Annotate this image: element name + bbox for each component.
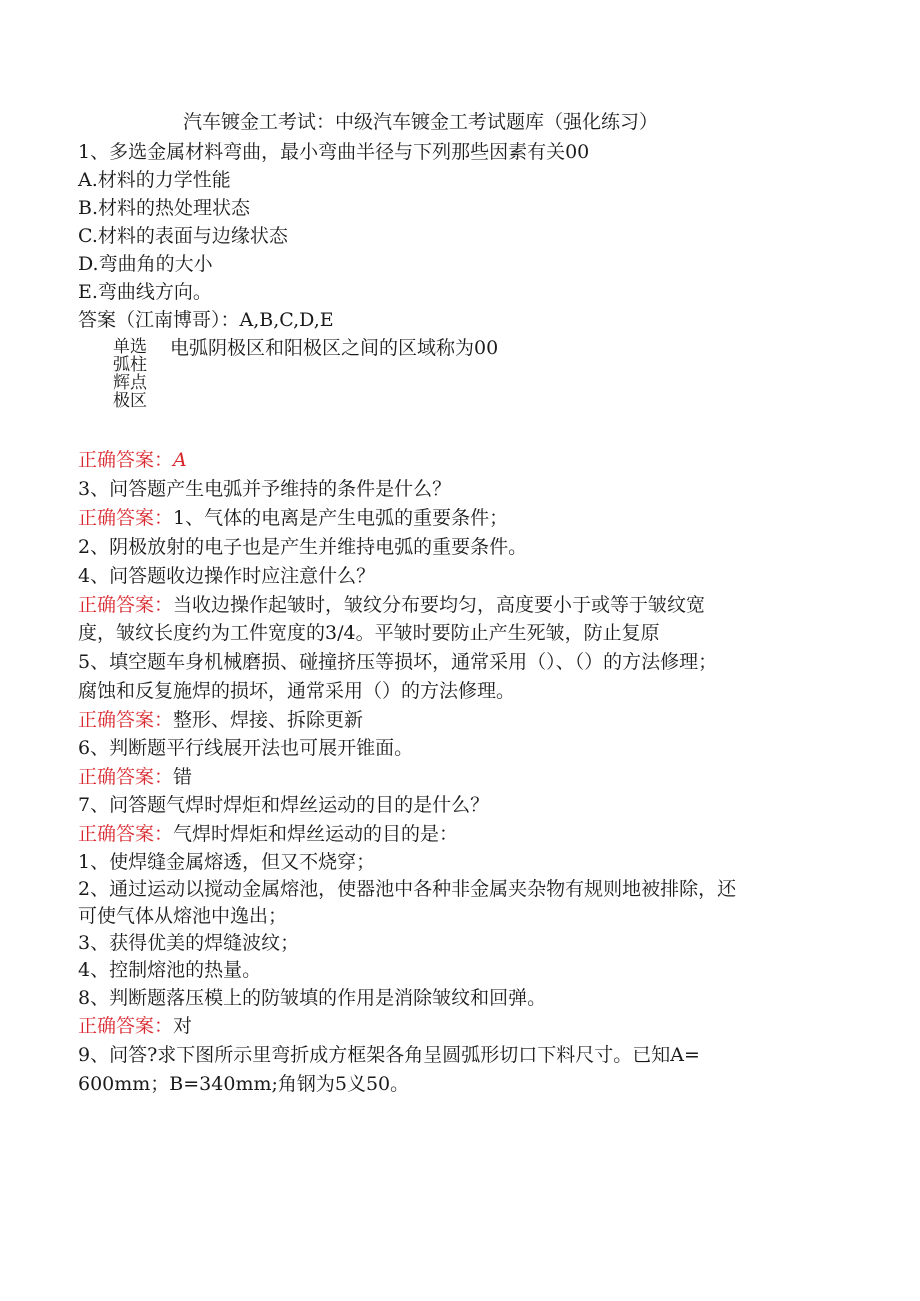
question-8-stem: 8、判断题落压模上的防皱填的作用是消除皱纹和回弹。 [78, 987, 547, 1009]
question-8-answer-row [78, 1014, 192, 1038]
page-title: 汽车镀金工考试：中级汽车镀金工考试题库（强化练习） [183, 111, 659, 133]
question-4-answer-row [78, 593, 705, 617]
question-7-stem: 7、问答题气焊时焊炬和焊丝运动的目的是什么？ [78, 794, 490, 816]
question-2-option-3: 极区 [113, 391, 147, 411]
question-1-stem: 1、多选金属材料弯曲，最小弯曲半径与下列那些因素有关00 [78, 141, 590, 163]
question-5-stem-line-2: 腐蚀和反复施焊的损坏，通常采用（）的方法修理。 [78, 680, 516, 702]
question-9-stem-line-2: 600mm；B=340mm;角钢为5义50。 [78, 1073, 410, 1095]
question-2-option-1: 弧柱 [113, 355, 147, 375]
answer-text: 错 [173, 766, 193, 788]
answer-text: 整形、焊接、拆除更新 [173, 709, 364, 731]
question-7-answer-line-1: 1、使焊缝金属熔透，但又不烧穿； [78, 851, 376, 873]
question-1-answer: 答案（江南博哥）：A,B,C,D,E [78, 309, 334, 331]
question-7-answer-line-5: 4、控制熔池的热量。 [78, 959, 262, 981]
question-6-answer-row [78, 765, 192, 789]
question-1-option-a: A.材料的力学性能 [78, 169, 231, 191]
question-2-stem: 电弧阴极区和阳极区之间的区域称为00 [170, 337, 499, 359]
answer-text: 对 [173, 1015, 193, 1037]
question-3-answer-line-2: 2、阴极放射的电子也是产生并维持电弧的重要条件。 [78, 536, 528, 558]
question-9-stem-line-1: 9、问答?求下图所示里弯折成方框架各角呈圆弧形切口下料尺寸。已知A= [78, 1044, 700, 1066]
question-7-answer-line-3: 可使气体从熔池中逸出； [78, 905, 288, 927]
question-2-option-2: 辉点 [113, 373, 147, 393]
question-7-answer-line-2: 2、通过运动以搅动金属熔池，使器池中各种非金属夹杂物有规则地被排除，还 [78, 878, 737, 900]
answer-value: A [173, 449, 187, 471]
question-2-answer-row [78, 448, 187, 472]
answer-label: 正确答案： [78, 449, 174, 471]
answer-label: 正确答案： [78, 823, 174, 845]
question-1-option-e: E.弯曲线方向。 [78, 281, 212, 303]
answer-label: 正确答案： [78, 1015, 174, 1037]
answer-label: 正确答案： [78, 766, 174, 788]
answer-text: 1、气体的电离是产生电弧的重要条件； [173, 507, 509, 529]
question-5-stem-line-1: 5、填空题车身机械磨损、碰撞挤压等损坏，通常采用（）、（）的方法修理； [78, 651, 718, 673]
question-6-stem: 6、判断题平行线展开法也可展开锥面。 [78, 737, 414, 759]
question-4-answer-line-2: 度，皱纹长度约为工件宽度的3/4。平皱时要防止产生死皱，防止复原 [78, 622, 660, 644]
question-2-type-label: 单选 [113, 337, 147, 357]
answer-text: 当收边操作起皱时，皱纹分布要均匀，高度要小于或等于皱纹宽 [173, 594, 706, 616]
question-1-option-c: C.材料的表面与边缘状态 [78, 225, 288, 247]
question-1-option-b: B.材料的热处理状态 [78, 197, 251, 219]
answer-label: 正确答案： [78, 709, 174, 731]
question-7-answer-line-4: 3、获得优美的焊缝波纹； [78, 932, 300, 954]
question-4-stem: 4、问答题收边操作时应注意什么？ [78, 565, 376, 587]
question-3-answer-row [78, 506, 508, 530]
answer-label: 正确答案： [78, 594, 174, 616]
answer-text: 气焊时焊炬和焊丝运动的目的是： [173, 823, 459, 845]
question-1-option-d: D.弯曲角的大小 [78, 253, 213, 275]
question-5-answer-row [78, 708, 363, 732]
answer-label: 正确答案： [78, 507, 174, 529]
question-3-stem: 3、问答题产生电弧并予维持的条件是什么？ [78, 478, 452, 500]
question-7-answer-row [78, 822, 458, 846]
